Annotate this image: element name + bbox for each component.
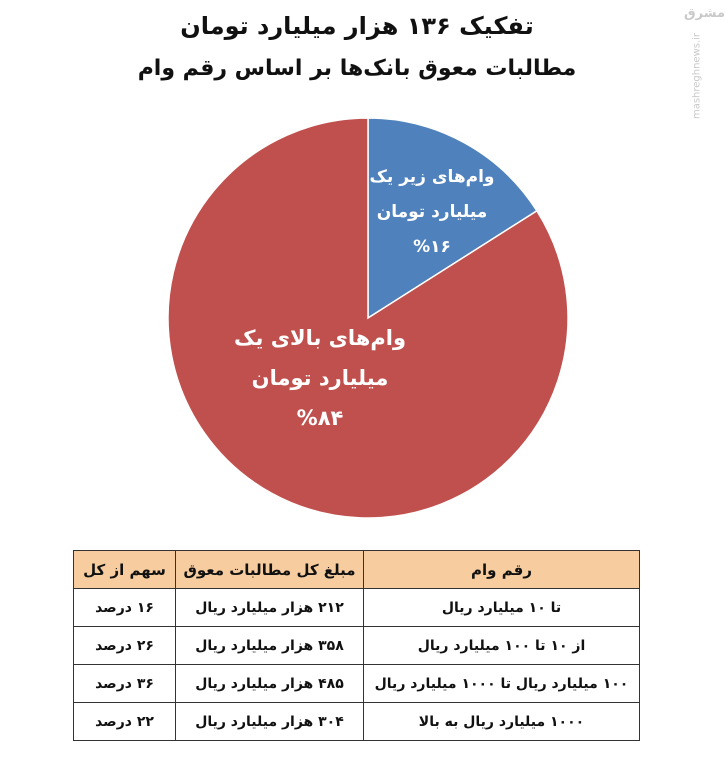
watermark-logo: مشرق xyxy=(684,6,725,21)
cell-share: ۲۶ درصد xyxy=(74,627,176,665)
cell-total-amount: ۳۵۸ هزار میلیارد ریال xyxy=(176,627,364,665)
pie-slice-label-line: میلیارد تومان xyxy=(376,202,488,222)
pie-slice-label-line: وام‌های زیر یک xyxy=(369,167,495,187)
cell-loan-range: از ۱۰ تا ۱۰۰ میلیارد ریال xyxy=(364,627,640,665)
header-share: سهم از کل xyxy=(74,551,176,589)
pie-slice-label-line: %۸۴ xyxy=(296,406,344,430)
loan-breakdown-table-wrap xyxy=(73,550,639,741)
cell-loan-range: تا ۱۰ میلیارد ریال xyxy=(364,589,640,627)
table-row xyxy=(74,627,640,665)
pie-slice-label-line: وام‌های بالای یک xyxy=(234,326,406,350)
table-header-row xyxy=(74,551,640,589)
chart-subtitle: مطالبات معوق بانک‌ها بر اساس رقم وام xyxy=(137,56,577,81)
cell-share: ۱۶ درصد xyxy=(74,589,176,627)
cell-total-amount: ۴۸۵ هزار میلیارد ریال xyxy=(176,665,364,703)
chart-title: تفکیک ۱۳۶ هزار میلیارد تومان xyxy=(180,12,534,40)
header-total-amount: مبلغ کل مطالبات معوق xyxy=(176,551,364,589)
cell-share: ۳۶ درصد xyxy=(74,665,176,703)
cell-loan-range: ۱۰۰ میلیارد ریال تا ۱۰۰۰ میلیارد ریال xyxy=(364,665,640,703)
cell-total-amount: ۳۰۴ هزار میلیارد ریال xyxy=(176,703,364,741)
header-loan-range: رقم وام xyxy=(364,551,640,589)
loan-breakdown-table xyxy=(73,550,640,741)
table-row xyxy=(74,589,640,627)
table-row xyxy=(74,703,640,741)
cell-loan-range: ۱۰۰۰ میلیارد ریال به بالا xyxy=(364,703,640,741)
pie-slice-label-line: %۱۶ xyxy=(413,237,451,257)
pie-slice-label-line: میلیارد تومان xyxy=(251,366,389,390)
watermark-url: mashreghnews.ir xyxy=(691,32,703,120)
table-row xyxy=(74,665,640,703)
pie-chart xyxy=(0,100,714,540)
cell-total-amount: ۲۱۲ هزار میلیارد ریال xyxy=(176,589,364,627)
cell-share: ۲۲ درصد xyxy=(74,703,176,741)
